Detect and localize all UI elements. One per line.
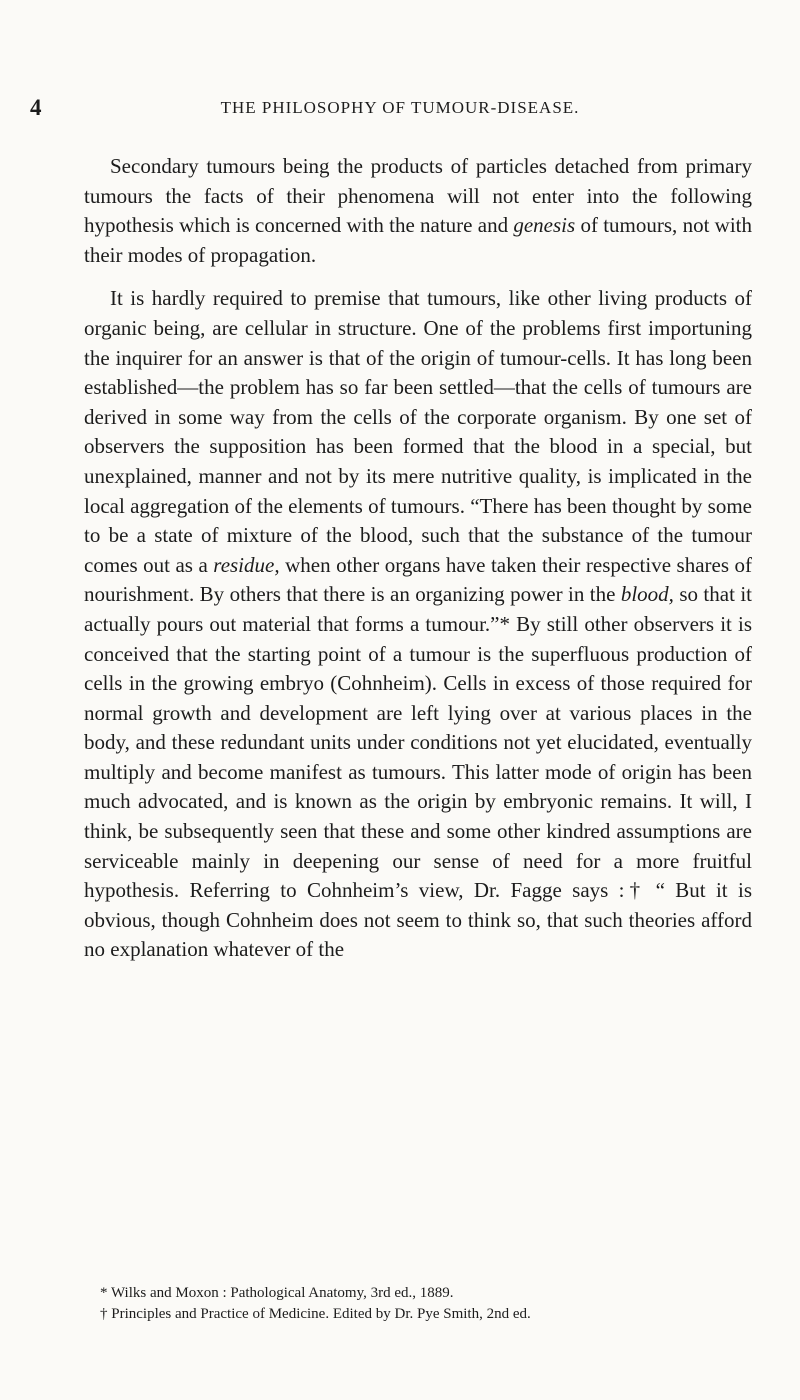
body-text [84, 152, 752, 965]
text-run: Secondary tumours being the products of particles detached from primary tumours the facts of their phenomena will not enter into the following hypothesis which is concerned with the nature and [84, 154, 752, 238]
text-run: It is hardly required to premise that tumours, like other living products of organic being, are cellular in structure. One of the problems first importuning the inquirer for an answer is that of the origin of tumour-cells. It has long been established—the problem has so far been settled—that the cells of tumours are derived in some way from the cells of the corporate organism. By one set of observers the supposition has been formed that the blood in a special, but unexplained, manner and not by its mere nutritive quality, is implicated in the local aggregation of the elements of tumours. “There has been thought by some to be a state of mixture of the blood, such that the substance of the tumour comes out as a [84, 286, 752, 577]
footnote: † Principles and Practice of Medicine. Edited by Dr. Pye Smith, 2nd ed. [100, 1306, 531, 1322]
page-header [30, 92, 750, 124]
text-run: when other organs have taken their respective shares of nourishment. By others that there is an organizing power in the [84, 552, 753, 607]
italic-term: residue, [213, 552, 280, 577]
footnote: * Wilks and Moxon : Pathological Anatomy, 3rd ed., 1889. [100, 1285, 454, 1301]
italic-term: genesis [513, 213, 576, 238]
text-run: of tumours, not with their modes of propagation. [84, 213, 753, 267]
italic-term: blood, [620, 582, 674, 607]
footnotes [100, 1283, 750, 1325]
page-number: 4 [30, 95, 42, 120]
paragraph [84, 284, 752, 965]
running-title: THE PHILOSOPHY OF TUMOUR-DISEASE. [220, 98, 580, 117]
text-run: so that it actually pours out material that forms a tumour.”* By still other observers it is conceived that the starting point of a tumour is the superfluous production of cells in the growing embryo (Cohnheim). Cells in excess of those required for normal growth and development are left lying over at various places in the body, and these redundant units under conditions not yet elucidated, eventually multiply and become manifest as tumours. This latter mode of origin has been much advocated, and is known as the origin by embryonic remains. It will, I think, be subsequently seen that these and some other kindred assumptions are serviceable mainly in deepening our sense of need for a more fruitful hypothesis. Referring to Cohnheim’s view, Dr. Fagge says :† “ But it is obvious, though Cohnheim does not seem to think so, that such theories afford no explanation whatever of the [84, 582, 752, 962]
paragraph [84, 152, 752, 270]
